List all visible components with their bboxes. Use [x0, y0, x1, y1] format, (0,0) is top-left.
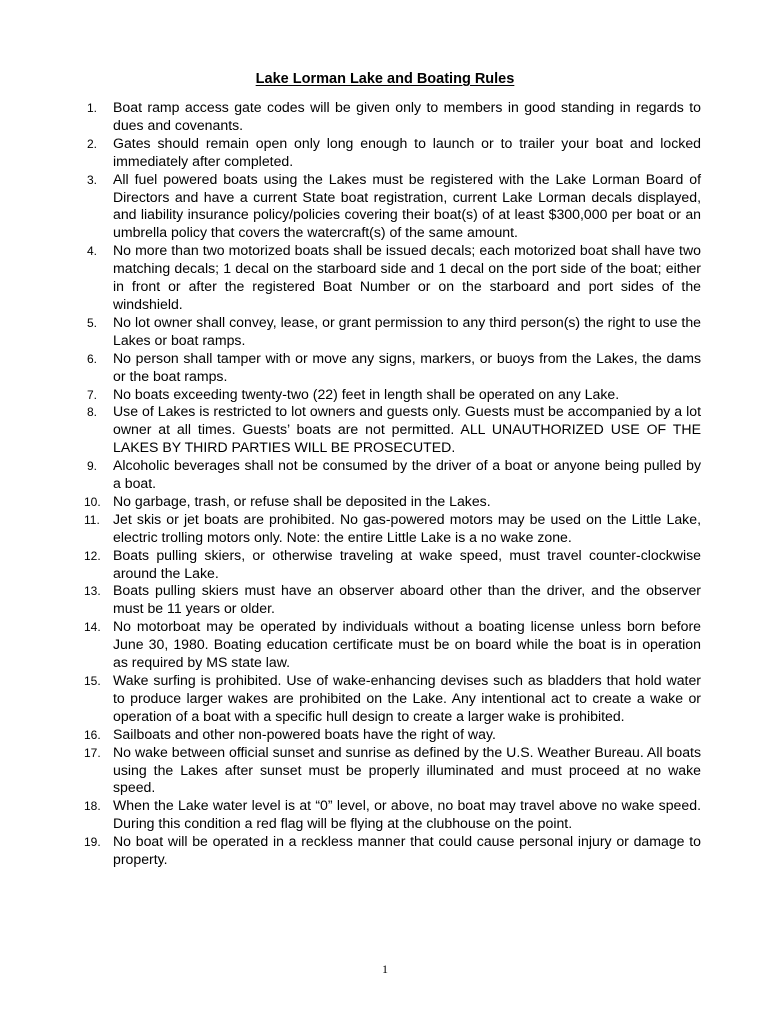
rule-item [0, 582, 770, 618]
rule-text: Sailboats and other non-powered boats have the right of way. [113, 725, 496, 742]
rule-text: No wake between official sunset and sunrise as defined by the U.S. Weather Bureau. All boats using the Lakes after sunset must be properly illuminated and must proceed at no wake speed. [113, 743, 701, 796]
rule-text: Gates should remain open only long enough to launch or to trailer your boat and locked immediately after completed. [113, 134, 701, 169]
rule-number: 11. [84, 512, 100, 527]
rule-number: 4. [87, 244, 98, 259]
rule-item [0, 511, 770, 547]
rule-text: No motorboat may be operated by individuals without a boating license unless born before June 30, 1980. Boating education certificate must be on board while the boat is in operation as required by MS state law. [113, 618, 701, 671]
rule-text: All fuel powered boats using the Lakes must be registered with the Lake Lorman Board of Directors and have a current State boat registration, current Lake Lorman decals displayed, and liability insurance policy/policies covering their boat(s) of at least $300,000 per boat or an umbrella policy that covers the watercraft(s) of the same amount. [113, 170, 701, 241]
rule-item [0, 350, 770, 386]
rule-text: Alcoholic beverages shall not be consumed by the driver of a boat or anyone being pulled by a boat. [113, 457, 701, 492]
rule-number: 15. [84, 674, 101, 688]
rule-item [0, 493, 770, 511]
rule-text: Wake surfing is prohibited. Use of wake-enhancing devises such as bladders that hold water to produce larger wakes are prohibited on the Lake. Any intentional act to create a wake or operation of a boat with a specific hull design to create a larger wake is prohibited. [113, 672, 701, 724]
rule-text: No lot owner shall convey, lease, or grant permission to any third person(s) the right to use the Lakes or boat ramps. [113, 313, 701, 348]
rule-number: 6. [87, 351, 98, 366]
rule-text: No boat will be operated in a reckless manner that could cause personal injury or damage to property. [113, 833, 701, 868]
rule-item [0, 672, 770, 726]
rule-text: Boats pulling skiers must have an observer aboard other than the driver, and the observer must be 11 years or older. [113, 582, 701, 617]
rule-text: No boats exceeding twenty-two (22) feet in length shall be operated on any Lake. [113, 385, 620, 402]
rule-text: Boats pulling skiers, or otherwise traveling at wake speed, must travel counter-clockwise around the Lake. [113, 546, 701, 581]
rule-text: Boat ramp access gate codes will be given only to members in good standing in regards to dues and covenants. [113, 99, 701, 133]
rule-item [0, 135, 770, 171]
rule-item [0, 314, 770, 350]
rule-text: When the Lake water level is at “0” level, or above, no boat may travel above no wake speed. During this condition a red flag will be flying at the clubhouse on the point. [113, 797, 701, 832]
rule-item [0, 726, 770, 744]
rule-text: Use of Lakes is restricted to lot owners and guests only. Guests must be accompanied by a lot owner at all times. Guests’ boats are not permitted. ALL UNAUTHORIZED USE OF THE LAKES BY THIRD PARTIES WILL BE PROSECUTED. [113, 403, 701, 456]
rule-number: 3. [87, 172, 98, 187]
rule-text: Jet skis or jet boats are prohibited. No gas-powered motors may be used on the Little Lake, electric trolling motors only. Note: the entire Little Lake is a no wake zone. [113, 510, 701, 545]
rule-number: 5. [87, 315, 98, 330]
rule-number: 12. [84, 548, 101, 563]
rule-text: No person shall tamper with or move any signs, markers, or buoys from the Lakes, the dams or the boat ramps. [113, 349, 701, 384]
rule-item [0, 171, 770, 243]
rule-number: 13. [84, 584, 101, 599]
rule-text: No garbage, trash, or refuse shall be deposited in the Lakes. [113, 492, 491, 509]
rule-number: 9. [87, 459, 98, 474]
rule-number: 8. [87, 405, 98, 420]
rule-item [0, 242, 770, 314]
rule-number: 18. [84, 799, 101, 814]
rule-item [0, 797, 770, 833]
rule-item [0, 744, 770, 798]
rule-number: 19. [84, 835, 101, 850]
rule-item [0, 457, 770, 493]
rule-item [0, 833, 770, 869]
rule-item [0, 403, 770, 457]
rule-number: 16. [84, 727, 101, 742]
document-title: Lake Lorman Lake and Boating Rules [255, 71, 515, 87]
rule-item [0, 386, 770, 404]
rule-item [0, 618, 770, 672]
rule-item [0, 547, 770, 583]
rule-number: 2. [87, 136, 98, 151]
rule-number: 1. [87, 101, 98, 115]
rule-number: 7. [87, 387, 98, 402]
rule-number: 14. [84, 620, 101, 635]
rules-list [0, 99, 770, 869]
rule-text: No more than two motorized boats shall be issued decals; each motorized boat shall have two matching decals; 1 decal on the starboard side and 1 decal on the port side of the boat; either in front or after the registered Boat Number or on the starboard and port sides of the windshield. [113, 242, 701, 312]
rule-number: 17. [84, 745, 101, 760]
rule-number: 10. [84, 494, 101, 509]
rule-item [0, 99, 770, 135]
page-number: 1 [382, 962, 388, 976]
